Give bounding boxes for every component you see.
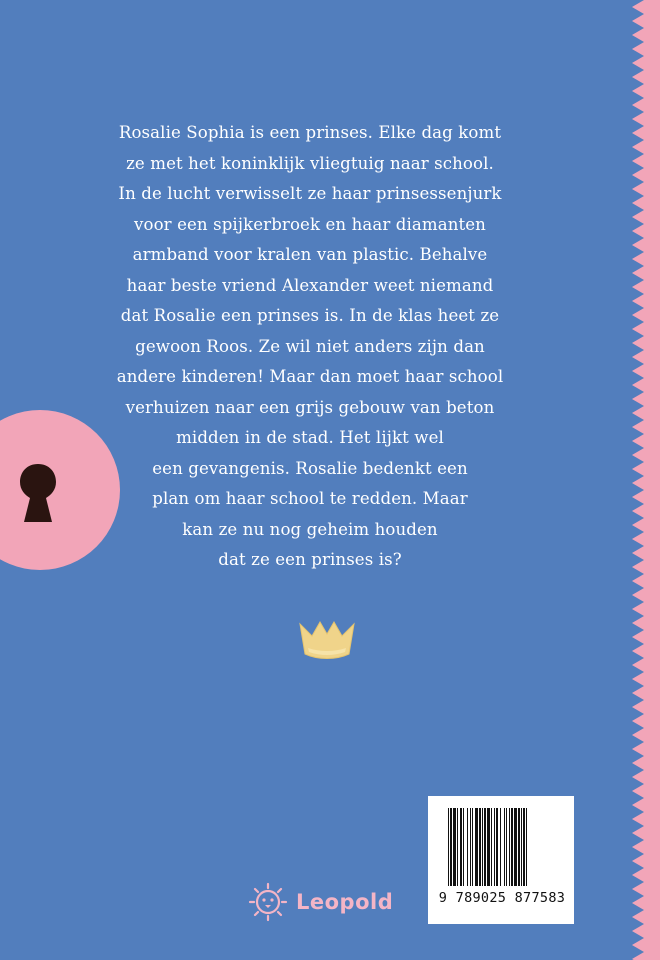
blurb-line: verhuizen naar een grijs gebouw van beton bbox=[125, 397, 495, 417]
crown-icon bbox=[296, 618, 358, 662]
blurb-line: gewoon Roos. Ze wil niet anders zijn dan bbox=[135, 336, 485, 356]
blurb-line: voor een spijkerbroek en haar diamanten bbox=[134, 214, 486, 234]
barcode-bars bbox=[448, 808, 568, 886]
blurb-line: dat ze een prinses is? bbox=[218, 550, 402, 569]
blurb-text bbox=[100, 118, 520, 576]
blurb-line: Rosalie Sophia is een prinses. Elke dag komt bbox=[118, 123, 502, 142]
blurb-line: ze met het koninklijk vliegtuig naar school. bbox=[126, 153, 494, 173]
blurb-line: midden in de stad. Het lijkt wel bbox=[176, 428, 444, 447]
blurb-line: kan ze nu nog geheim houden bbox=[182, 519, 438, 539]
publisher-name: Leopold bbox=[296, 890, 394, 914]
keyhole-icon bbox=[18, 462, 58, 524]
blurb-line: een gevangenis. Rosalie bedenkt een bbox=[152, 458, 468, 478]
blurb-line: andere kinderen! Maar dan moet haar school bbox=[116, 367, 504, 386]
lion-icon bbox=[248, 882, 288, 922]
blurb-line: dat Rosalie een prinses is. In de klas heet ze bbox=[120, 306, 500, 325]
barcode bbox=[428, 796, 574, 924]
blurb-line: In de lucht verwisselt ze haar prinsessenjurk bbox=[118, 184, 502, 203]
blurb-line: armband voor kralen van plastic. Behalve bbox=[132, 245, 488, 264]
blurb-line: haar beste vriend Alexander weet niemand bbox=[126, 275, 494, 295]
blurb-line: plan om haar school te redden. Maar bbox=[152, 489, 468, 508]
publisher-logo bbox=[248, 880, 393, 924]
zigzag-border bbox=[620, 0, 660, 960]
isbn-number: 9 789025 877583 bbox=[438, 890, 566, 906]
